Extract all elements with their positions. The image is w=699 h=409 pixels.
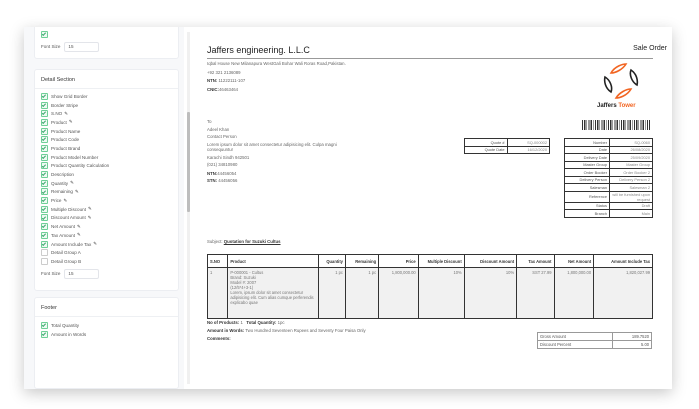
order-info-row: Delivery Person Delivery Person 2 — [565, 176, 653, 184]
column-header: Remaining — [345, 255, 378, 268]
column-header: S.NO — [208, 255, 228, 268]
company-info — [207, 60, 346, 94]
barcode — [582, 120, 650, 130]
detail-option[interactable] — [35, 240, 178, 249]
column-header: Tax Amount — [517, 255, 554, 268]
font-size-label: Font Size — [41, 44, 61, 50]
detail-option[interactable] — [35, 144, 178, 153]
pencil-icon[interactable]: ✎ — [87, 214, 92, 220]
footer-section-card — [34, 297, 179, 389]
document-type: Sale Order — [633, 45, 667, 52]
option-label: Discount Amount — [51, 215, 86, 221]
detail-option[interactable] — [35, 248, 178, 257]
order-info-row: Salesman Salesman 2 — [565, 184, 653, 192]
option-label: Amount Include Tax — [51, 241, 92, 247]
detail-option[interactable] — [35, 127, 178, 136]
detail-section-title: Detail Section — [35, 70, 178, 89]
checkbox-icon[interactable] — [41, 128, 48, 135]
order-summary: No of Products: 1 Total Quantity: 1pc Amount in Words: Two Hundred Seventeen Rupees and Seventy Four Paisa Only Comments: — [207, 320, 366, 341]
company-cnic: CNIC:46463464 — [207, 86, 239, 92]
checkbox-icon[interactable] — [41, 258, 48, 265]
report-designer-window — [24, 27, 672, 389]
pencil-icon[interactable]: ✎ — [77, 223, 81, 229]
quote-info-table — [464, 138, 550, 154]
column-header: Product — [228, 255, 319, 268]
logo-text: Jaffers Tower — [597, 103, 636, 109]
checkbox-icon[interactable] — [41, 249, 48, 256]
detail-option[interactable] — [35, 179, 178, 188]
detail-option[interactable] — [35, 231, 178, 240]
pencil-icon[interactable]: ✎ — [74, 188, 79, 194]
option-label: Amount in Words — [51, 331, 87, 337]
detail-option[interactable] — [35, 118, 178, 127]
option-label: Net Amount — [51, 224, 76, 230]
detail-option[interactable] — [35, 214, 178, 223]
order-info-row: Delivery Date 25/09/2020 — [565, 154, 653, 162]
option-label: Detail Group A — [51, 250, 81, 256]
detail-option[interactable] — [35, 162, 178, 171]
option-label: Product Brand — [51, 145, 81, 151]
font-size-input[interactable]: 15 — [64, 42, 99, 52]
checkbox-icon[interactable] — [41, 102, 48, 109]
detail-option[interactable] — [35, 109, 178, 118]
detail-font-size — [35, 266, 178, 282]
totals-row: Discount Percent 5.00 — [538, 341, 652, 349]
detail-option[interactable] — [35, 153, 178, 162]
checkbox-icon[interactable] — [41, 145, 48, 152]
detail-option[interactable] — [35, 196, 178, 205]
pencil-icon[interactable]: ✎ — [87, 206, 92, 212]
checkbox-icon[interactable] — [41, 232, 48, 239]
option-label: Detail Group B — [51, 258, 82, 264]
checkbox-icon[interactable] — [41, 119, 48, 126]
scrollbar-thumb[interactable] — [187, 112, 190, 212]
option-label: Price — [51, 198, 62, 204]
column-header: Amount Include Tax — [594, 255, 653, 268]
checkbox-icon[interactable] — [41, 214, 48, 221]
column-header: Multiple Discount — [418, 255, 464, 268]
pencil-icon[interactable]: ✎ — [64, 110, 69, 116]
detail-option[interactable] — [35, 257, 178, 266]
order-info-row: Order Booker Order Booker 2 — [565, 169, 653, 177]
pencil-icon[interactable]: ✎ — [63, 197, 68, 203]
detail-option[interactable] — [35, 222, 178, 231]
company-ntn: NTN: 11222111-107 — [207, 78, 246, 83]
sale-order-document — [207, 27, 667, 389]
column-header: Price — [379, 255, 419, 268]
quote-row: Quote Date 16/12/2020 — [465, 146, 550, 154]
checkbox-icon[interactable] — [41, 223, 48, 230]
order-info-row: Master Group Master Group — [565, 161, 653, 169]
option-label: Product Code — [51, 137, 80, 143]
option-label: Total Quantity — [51, 322, 80, 328]
checkbox-icon[interactable] — [41, 322, 48, 329]
pencil-icon[interactable]: ✎ — [68, 119, 73, 125]
company-address: Iqbal House New Milanapura WestGali Bohar Wali Roras Road,Pakistan. — [207, 61, 346, 66]
column-header: Quantity — [319, 255, 346, 268]
font-size-input[interactable]: 15 — [64, 269, 99, 279]
pencil-icon[interactable]: ✎ — [77, 232, 81, 238]
line-items-table — [207, 254, 653, 319]
detail-option[interactable] — [35, 205, 178, 214]
company-name: Jaffers engineering. L.L.C — [207, 45, 310, 55]
checkbox-icon[interactable] — [41, 110, 48, 117]
company-phone: +92 321 2136089 — [207, 69, 241, 75]
detail-option[interactable] — [35, 170, 178, 179]
checkbox-icon[interactable] — [41, 241, 48, 248]
checkbox-icon[interactable] — [41, 93, 48, 100]
option-label: Product Quantity Calculation — [51, 163, 110, 169]
detail-option[interactable] — [35, 188, 178, 197]
subject-text: Quotation for Suzuki Cultus — [223, 239, 281, 244]
order-info-row: Reference will be furnished upon request — [565, 191, 653, 202]
header-font-size — [35, 39, 178, 55]
option-label: Product Model Number — [51, 154, 99, 160]
detail-section-card — [34, 69, 179, 291]
checkbox-icon[interactable] — [41, 180, 48, 187]
quote-row: Quote # SQ-000002 — [465, 139, 550, 147]
option-label: Product Name — [51, 128, 81, 134]
checkbox-icon[interactable] — [41, 188, 48, 195]
totals-table — [537, 332, 652, 349]
jaffers-tower-logo-icon — [601, 61, 641, 101]
option-label: S.NO — [51, 111, 63, 117]
order-info-row: Status Draft — [565, 202, 653, 210]
checkbox-icon[interactable] — [41, 31, 48, 38]
font-size-label: Font Size — [41, 271, 61, 277]
checkbox-icon[interactable] — [41, 154, 48, 161]
column-header: Net Amount — [554, 255, 594, 268]
column-header: Discount Amount — [464, 255, 516, 268]
option-label: Tax Amount — [51, 232, 76, 238]
option-label: Description — [51, 172, 74, 178]
checkbox-icon[interactable] — [41, 331, 48, 338]
order-info-table — [564, 138, 653, 218]
option-label: Quantity — [51, 180, 69, 186]
totals-row: Gross Amount 189.7520 — [538, 333, 652, 341]
option-label: Show Grid Border — [51, 93, 88, 99]
header-divider — [207, 58, 653, 59]
subject-line: Subject: Quotation for Suzuki Cultus — [207, 239, 281, 244]
option-label: Multiple Discount — [51, 206, 86, 212]
detail-option[interactable] — [35, 135, 178, 144]
checkbox-icon[interactable] — [41, 171, 48, 178]
header-settings-card — [34, 27, 179, 59]
pencil-icon[interactable]: ✎ — [93, 241, 98, 247]
settings-scrollbar[interactable] — [187, 32, 190, 384]
option-label: Border Stripe — [51, 102, 79, 108]
detail-option[interactable] — [35, 92, 178, 101]
option-label: Remaining — [51, 189, 73, 195]
footer-option[interactable] — [35, 330, 178, 339]
table-row: 1 P-000001 - Cultus Brand: Suzuki Model #: 2007 (12/5*4+3-1) Lorem, ipsum dolor sit amet consectetur adipisicing elit. Cum alias cumque perferendis explicabo quae 1 pc 1 pc 1,800,000.00 10% 10% SST 27.99 1,800,000.00 1,820,027.99 — [208, 268, 653, 319]
checkbox-icon[interactable] — [41, 162, 48, 169]
footer-option[interactable] — [35, 321, 178, 330]
order-info-row: Number SQ-0060 — [565, 139, 653, 147]
recipient-info: To Adeel Khan Contact Person Lorem ipsum dolor sit amet consectetur adipisicing elit. Culpa magni consequuntur Karachi Sindh 942501 (021) 34810980 NTN:44456054 STN: 44456056 — [207, 119, 337, 183]
checkbox-icon[interactable] — [41, 136, 48, 143]
settings-panel — [24, 27, 184, 389]
order-info-row: Branch Main — [565, 210, 653, 218]
order-info-row: Date 26/08/2020 — [565, 146, 653, 154]
checkbox-icon[interactable] — [41, 197, 48, 204]
footer-section-title: Footer — [35, 298, 178, 317]
detail-option[interactable] — [35, 101, 178, 110]
checkbox-icon[interactable] — [41, 206, 48, 213]
option-label: Product — [51, 119, 67, 125]
pencil-icon[interactable]: ✎ — [70, 180, 74, 186]
